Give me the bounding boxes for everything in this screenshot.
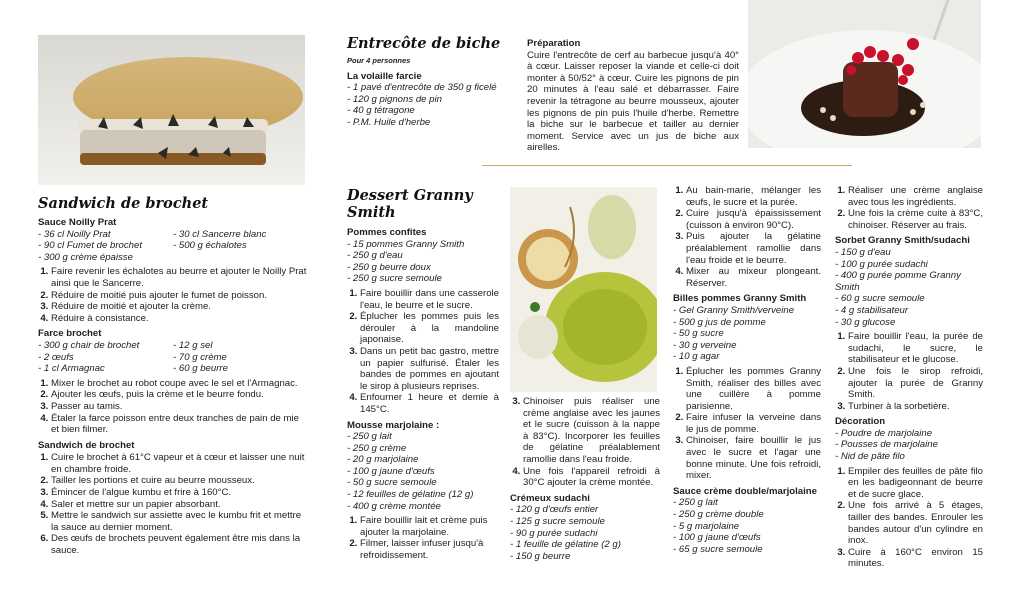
list-item: - 50 g sucre semoule <box>347 477 437 489</box>
volaille-title: La volaille farcie <box>347 70 422 82</box>
mousse-list <box>347 431 499 512</box>
dessert-col-3 <box>673 185 821 555</box>
step: 2. Faire infuser la verveine dans le jus de pomme. <box>686 412 821 435</box>
billes-list <box>673 305 821 363</box>
list-item: - 12 g sel <box>173 339 213 351</box>
cremeux-title: Crémeux sudachi <box>510 492 590 504</box>
preparation-text: Cuire l'entrecôte de cerf au barbecue jusqu'à 40° à cœur. Laisser reposer la viande et celle-ci doit monter à 50/52° à cœur. Cuire les pignons de pin 20 minutes à l'eau salé et débarrasser. Faire revenir la tétragone au beurre mousseux, ajouter les pignons de pin puis l'huile d'herbe. Remettre la biche sur le barbecue et tailler au dernier moment. Service avec un jus de biche aux airelles. <box>527 49 739 154</box>
section-divider <box>482 165 852 166</box>
list-item: - 30 g glucose <box>835 316 896 328</box>
dessert-col-4 <box>835 185 983 574</box>
list-item: - 150 g beurre <box>510 550 571 562</box>
billes-title: Billes pommes Granny Smith <box>673 293 807 305</box>
mousse-steps-continued <box>510 396 660 489</box>
biche-photo <box>748 0 981 148</box>
list-item: - 4 g stabilisateur <box>835 304 909 316</box>
step: 4. Saler et mettre sur un papier absorbant. <box>51 499 308 511</box>
step: 1. Faire bouillir lait et crème puis ajouter la marjolaine. <box>360 515 499 538</box>
pommes-confites-steps <box>347 288 499 416</box>
list-item: - 400 g purée pomme Granny Smith <box>835 270 961 293</box>
list-item: - 70 g crème <box>173 351 227 363</box>
list-item: - 60 g beurre <box>173 363 228 375</box>
list-item: - 300 g crème épaisse <box>38 251 133 263</box>
step: 1. Éplucher les pommes Granny Smith, réaliser des billes avec une cuillère à pomme parisienne. <box>686 366 821 412</box>
step: 2. Réduire de moitié puis ajouter le fumet de poisson. <box>51 290 308 302</box>
list-item: - 150 g d'eau <box>835 246 891 258</box>
step: 1. Faire revenir les échalotes au beurre et ajouter le Noilly Prat ainsi que le Sancerre. <box>51 266 308 289</box>
sauce-noilly-steps <box>38 266 308 324</box>
list-item: - 65 g sucre semoule <box>673 543 763 555</box>
farce-ingredients <box>38 340 308 375</box>
step: 1. Faire bouillir l'eau, la purée de sudachi, le sucre, le stabilisateur et le glucose. <box>848 331 983 366</box>
dessert-photo <box>510 187 657 392</box>
sauce-noilly-ingredients <box>38 229 308 264</box>
sorbet-title: Sorbet Granny Smith/sudachi <box>835 235 970 247</box>
step: 5. Mettre le sandwich sur assiette avec le kumbu frit et mettre la sauce au dernier moment. <box>51 510 308 533</box>
step: 3. Dans un petit bac gastro, mettre un papier sulfurisé. Étaler les bandes de pommes en ajoutant le sirop à plusieurs reprises. <box>360 346 499 392</box>
list-item: - Pousses de marjolaine <box>835 439 938 451</box>
dessert-col-1 <box>347 187 499 566</box>
entrecote-servings: Pour 4 personnes <box>347 56 411 65</box>
list-item: - Poudre de marjolaine <box>835 427 933 439</box>
list-item: - 60 g sucre semoule <box>835 293 925 305</box>
list-item: - 12 feuilles de gélatine (12 g) <box>347 489 474 501</box>
list-item: - Nid de pâte filo <box>835 451 905 463</box>
list-item: - 36 cl Noilly Prat <box>38 228 111 240</box>
step: 3. Chinoiser puis réaliser une crème anglaise avec les jaunes et le sucre (cuisson à la nappe à 83°C). Incorporer les feuilles de gélatine préalablement ramollie dans l'eau froide. <box>523 396 660 466</box>
sorbet-list <box>835 247 983 328</box>
step: 1. Réaliser une crème anglaise avec tous les ingrédients. <box>848 185 983 208</box>
step: 3. Turbiner à la sorbetière. <box>848 401 983 413</box>
step: 2. Une fois la crème cuite à 83°C, chinoiser. Réserver au frais. <box>848 208 983 231</box>
step: 2. Filmer, laisser infuser jusqu'à refroidissement. <box>360 538 499 561</box>
mousse-title: Mousse marjolaine : <box>347 419 440 431</box>
mousse-steps <box>347 515 499 561</box>
dessert-title: Dessert Granny Smith <box>347 187 473 221</box>
step: 2. Ajouter les œufs, puis la crème et le beurre fondu. <box>51 389 308 401</box>
list-item: - 40 g tétragone <box>347 105 415 117</box>
step: 3. Émincer de l'algue kumbu et frire à 160°C. <box>51 487 308 499</box>
step: 2. Une fois arrivé à 5 étages, tailler des bandes. Enrouler les bandes autour d'un cylindre en inox. <box>848 500 983 546</box>
entrecote-section <box>347 35 519 129</box>
pommes-confites-title: Pommes confites <box>347 227 427 238</box>
list-item: - 125 g sucre semoule <box>510 515 605 527</box>
step: 1. Faire bouillir dans une casserole l'eau, le beurre et le sucre. <box>360 288 499 311</box>
list-item: - P.M. Huile d'herbe <box>347 116 431 128</box>
step: 2. Une fois le sirop refroidi, ajouter la purée de Granny Smith. <box>848 366 983 401</box>
list-item: - 300 g chair de brochet <box>38 339 140 351</box>
list-item: - 5 g marjolaine <box>673 520 740 532</box>
list-item: - 100 g purée sudachi <box>835 258 928 270</box>
list-item: - 120 g pignons de pin <box>347 93 442 105</box>
brochet-title: Sandwich de brochet <box>38 195 209 212</box>
step: 4. Mixer au mixeur plongeant. Réserver. <box>686 266 821 289</box>
farce-steps <box>38 378 308 436</box>
step: 3. Puis ajouter la gélatine préalablement ramollie dans l'eau froide et le beurre. <box>686 231 821 266</box>
list-item: - 250 g d'eau <box>347 250 403 262</box>
preparation-block <box>527 38 739 154</box>
step: 4. Une fois l'appareil refroidi à 30°C ajouter la crème montée. <box>523 466 660 489</box>
list-item: - 100 g jaune d'œufs <box>347 465 435 477</box>
pommes-confites-list <box>347 239 499 285</box>
sorbet-steps <box>835 331 983 412</box>
step: 6. Des œufs de brochets peuvent également être mis dans la sauce. <box>51 533 308 556</box>
list-item: - 250 g crème double <box>673 509 764 521</box>
step: 1. Cuire le brochet à 61°C vapeur et à cœur et laisser une nuit en chambre froide. <box>51 452 308 475</box>
step: 3. Chinoiser, faire bouillir le jus avec le sucre et l'agar une bonne minute. Une fois refroidi, mixer. <box>686 435 821 481</box>
farce-title: Farce brochet <box>38 328 102 340</box>
list-item: - 50 g sucre <box>673 328 724 340</box>
step: 4. Réduire à consistance. <box>51 313 308 325</box>
step: 2. Cuire jusqu'à épaississement (cuisson à environ 90°C). <box>686 208 821 231</box>
list-item: - 1 cl Armagnac <box>38 363 105 375</box>
step: 2. Éplucher les pommes puis les dérouler à la mandoline japonaise. <box>360 311 499 346</box>
decoration-title: Décoration <box>835 416 886 428</box>
list-item: - 90 g purée sudachi <box>510 527 598 539</box>
list-item: - 20 g marjolaine <box>347 454 419 466</box>
decoration-steps <box>835 466 983 570</box>
list-item: - 1 pavé d'entrecôte de 350 g ficelé <box>347 82 497 94</box>
entrecote-title: Entrecôte de biche <box>347 35 501 52</box>
billes-steps <box>673 366 821 482</box>
sauce-creme-list <box>673 497 821 555</box>
cremeux-list <box>510 504 660 562</box>
list-item: - 250 g lait <box>347 431 392 443</box>
list-item: - Gel Granny Smith/verveine <box>673 304 795 316</box>
step: 4. Enfourner 1 heure et demie à 145°C. <box>360 392 499 415</box>
list-item: - 15 pommes Granny Smith <box>347 238 465 250</box>
list-item: - 2 œufs <box>38 351 74 363</box>
list-item: - 500 g échalotes <box>173 240 247 252</box>
list-item: - 30 g verveine <box>673 339 737 351</box>
step: 3. Passer au tamis. <box>51 401 308 413</box>
step: 3. Cuire à 160°C environ 15 minutes. <box>848 547 983 570</box>
sandwich-steps <box>38 452 308 556</box>
sauce-creme-title: Sauce crème double/marjolaine <box>673 485 817 497</box>
sauce-creme-steps <box>835 185 983 231</box>
step: 1. Au bain-marie, mélanger les œufs, le sucre et la purée. <box>686 185 821 208</box>
step: 1. Mixer le brochet au robot coupe avec le sel et l'Armagnac. <box>51 378 308 390</box>
dessert-col-2 <box>510 396 660 562</box>
sandwich-subtitle: Sandwich de brochet <box>38 439 135 451</box>
step: 2. Tailler les portions et cuire au beurre mousseux. <box>51 475 308 487</box>
list-item: - 100 g jaune d'œufs <box>673 532 761 544</box>
decoration-list <box>835 428 983 463</box>
list-item: - 250 g crème <box>347 442 407 454</box>
sauce-noilly-title: Sauce Noilly Prat <box>38 217 117 228</box>
list-item: - 500 g jus de pomme <box>673 316 766 328</box>
list-item: - 120 g d'œufs entier <box>510 504 599 516</box>
cremeux-steps <box>673 185 821 289</box>
brochet-section <box>38 195 308 561</box>
list-item: - 250 g beurre doux <box>347 261 431 273</box>
list-item: - 250 g sucre semoule <box>347 273 442 285</box>
list-item: - 30 cl Sancerre blanc <box>173 228 267 240</box>
sandwich-photo <box>38 35 305 185</box>
list-item: - 250 g lait <box>673 497 718 509</box>
list-item: - 1 feuille de gélatine (2 g) <box>510 539 621 551</box>
preparation-title: Préparation <box>527 38 581 49</box>
list-item: - 90 cl Fumet de brochet <box>38 240 142 252</box>
list-item: - 10 g agar <box>673 351 720 363</box>
step: 4. Étaler la farce poisson entre deux tranches de pain de mie et bien filmer. <box>51 413 308 436</box>
list-item: - 400 g crème montée <box>347 500 441 512</box>
step: 3. Réduire de moitié et ajouter la crème. <box>51 301 308 313</box>
step: 1. Empiler des feuilles de pâte filo en les badigeonnant de beurre et de sucre glace. <box>848 466 983 501</box>
volaille-list <box>347 82 519 128</box>
